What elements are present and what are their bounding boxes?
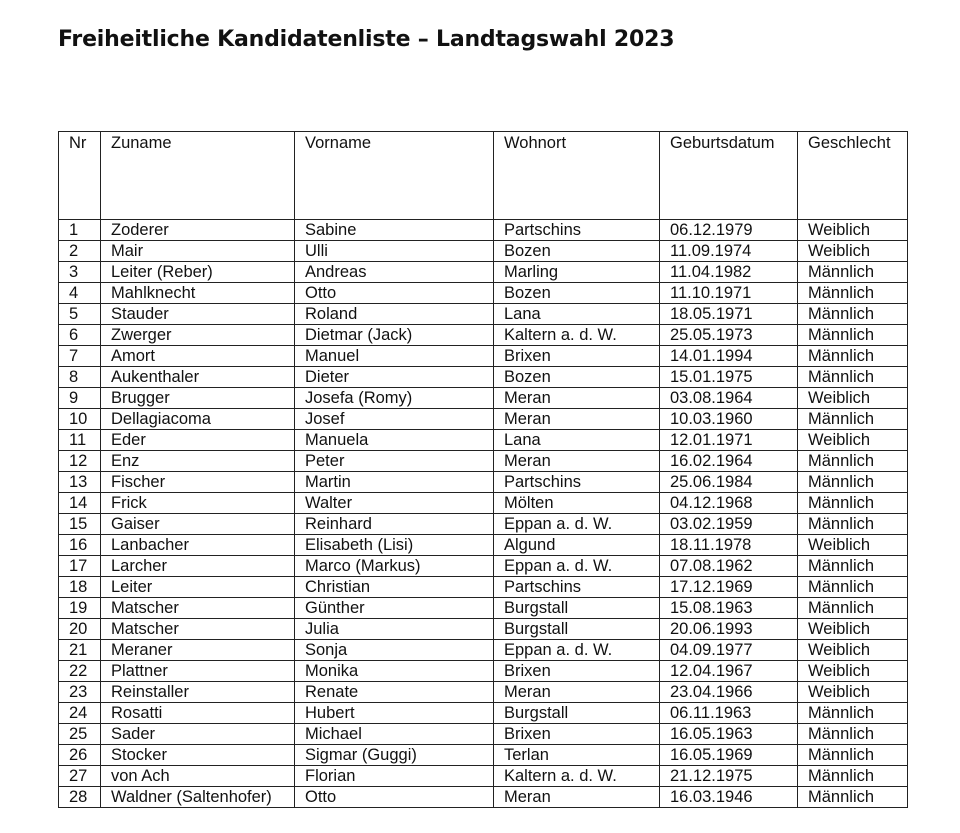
table-row (59, 430, 908, 451)
cell-geburtsdatum: 04.09.1977 (660, 640, 798, 661)
cell-zuname: Mahlknecht (101, 283, 295, 304)
header-geschlecht: Geschlecht (798, 132, 908, 220)
table-row (59, 577, 908, 598)
cell-vorname: Martin (295, 472, 494, 493)
cell-geburtsdatum: 06.12.1979 (660, 220, 798, 241)
table-row (59, 640, 908, 661)
cell-wohnort: Lana (494, 430, 660, 451)
cell-geburtsdatum: 11.10.1971 (660, 283, 798, 304)
cell-geburtsdatum: 16.05.1969 (660, 745, 798, 766)
cell-wohnort: Terlan (494, 745, 660, 766)
cell-geburtsdatum: 18.05.1971 (660, 304, 798, 325)
cell-wohnort: Brixen (494, 661, 660, 682)
cell-geburtsdatum: 10.03.1960 (660, 409, 798, 430)
header-zuname: Zuname (101, 132, 295, 220)
cell-nr: 18 (59, 577, 101, 598)
cell-nr: 19 (59, 598, 101, 619)
cell-zuname: Frick (101, 493, 295, 514)
cell-wohnort: Partschins (494, 577, 660, 598)
cell-wohnort: Meran (494, 388, 660, 409)
table-body (59, 220, 908, 808)
cell-wohnort: Brixen (494, 724, 660, 745)
cell-wohnort: Lana (494, 304, 660, 325)
cell-geburtsdatum: 04.12.1968 (660, 493, 798, 514)
cell-nr: 12 (59, 451, 101, 472)
cell-vorname: Dietmar (Jack) (295, 325, 494, 346)
cell-zuname: Amort (101, 346, 295, 367)
cell-nr: 13 (59, 472, 101, 493)
cell-vorname: Otto (295, 787, 494, 808)
table-row (59, 619, 908, 640)
cell-zuname: von Ach (101, 766, 295, 787)
header-nr: Nr (59, 132, 101, 220)
cell-geschlecht: Männlich (798, 472, 908, 493)
cell-wohnort: Kaltern a. d. W. (494, 325, 660, 346)
cell-wohnort: Meran (494, 787, 660, 808)
cell-geburtsdatum: 18.11.1978 (660, 535, 798, 556)
cell-geburtsdatum: 11.09.1974 (660, 241, 798, 262)
table-row (59, 682, 908, 703)
table-header (59, 132, 908, 220)
cell-vorname: Andreas (295, 262, 494, 283)
cell-vorname: Florian (295, 766, 494, 787)
table-row (59, 241, 908, 262)
cell-wohnort: Burgstall (494, 619, 660, 640)
cell-vorname: Elisabeth (Lisi) (295, 535, 494, 556)
cell-nr: 22 (59, 661, 101, 682)
table-row (59, 724, 908, 745)
cell-geschlecht: Weiblich (798, 661, 908, 682)
cell-wohnort: Bozen (494, 367, 660, 388)
cell-vorname: Hubert (295, 703, 494, 724)
cell-geschlecht: Männlich (798, 493, 908, 514)
cell-geschlecht: Männlich (798, 724, 908, 745)
table-row (59, 451, 908, 472)
header-geburtsdatum: Geburtsdatum (660, 132, 798, 220)
cell-geburtsdatum: 25.06.1984 (660, 472, 798, 493)
cell-wohnort: Partschins (494, 220, 660, 241)
cell-nr: 17 (59, 556, 101, 577)
cell-nr: 7 (59, 346, 101, 367)
table-row (59, 661, 908, 682)
cell-zuname: Sader (101, 724, 295, 745)
cell-wohnort: Partschins (494, 472, 660, 493)
cell-vorname: Günther (295, 598, 494, 619)
cell-geburtsdatum: 06.11.1963 (660, 703, 798, 724)
table-row (59, 745, 908, 766)
cell-geschlecht: Männlich (798, 598, 908, 619)
cell-geburtsdatum: 12.01.1971 (660, 430, 798, 451)
cell-zuname: Aukenthaler (101, 367, 295, 388)
table-row (59, 325, 908, 346)
table-row (59, 283, 908, 304)
cell-vorname: Sabine (295, 220, 494, 241)
cell-nr: 28 (59, 787, 101, 808)
table-row (59, 304, 908, 325)
table-row (59, 703, 908, 724)
cell-nr: 14 (59, 493, 101, 514)
cell-geschlecht: Weiblich (798, 619, 908, 640)
cell-zuname: Gaiser (101, 514, 295, 535)
cell-wohnort: Meran (494, 409, 660, 430)
cell-nr: 8 (59, 367, 101, 388)
cell-zuname: Matscher (101, 619, 295, 640)
cell-vorname: Dieter (295, 367, 494, 388)
cell-nr: 23 (59, 682, 101, 703)
cell-nr: 9 (59, 388, 101, 409)
table-row (59, 787, 908, 808)
cell-vorname: Manuel (295, 346, 494, 367)
cell-vorname: Walter (295, 493, 494, 514)
cell-geschlecht: Weiblich (798, 430, 908, 451)
cell-geschlecht: Männlich (798, 367, 908, 388)
cell-vorname: Christian (295, 577, 494, 598)
cell-nr: 5 (59, 304, 101, 325)
cell-geburtsdatum: 25.05.1973 (660, 325, 798, 346)
cell-vorname: Josefa (Romy) (295, 388, 494, 409)
cell-vorname: Otto (295, 283, 494, 304)
cell-zuname: Stocker (101, 745, 295, 766)
cell-zuname: Zwerger (101, 325, 295, 346)
cell-zuname: Waldner (Saltenhofer) (101, 787, 295, 808)
cell-wohnort: Meran (494, 682, 660, 703)
cell-geburtsdatum: 11.04.1982 (660, 262, 798, 283)
cell-nr: 6 (59, 325, 101, 346)
cell-nr: 4 (59, 283, 101, 304)
cell-wohnort: Meran (494, 451, 660, 472)
cell-zuname: Meraner (101, 640, 295, 661)
cell-vorname: Monika (295, 661, 494, 682)
cell-geschlecht: Weiblich (798, 682, 908, 703)
table-row (59, 220, 908, 241)
cell-nr: 24 (59, 703, 101, 724)
table-row (59, 472, 908, 493)
cell-geschlecht: Männlich (798, 514, 908, 535)
cell-vorname: Julia (295, 619, 494, 640)
cell-nr: 21 (59, 640, 101, 661)
header-wohnort: Wohnort (494, 132, 660, 220)
cell-nr: 25 (59, 724, 101, 745)
cell-geschlecht: Männlich (798, 703, 908, 724)
cell-geburtsdatum: 07.08.1962 (660, 556, 798, 577)
table-row (59, 598, 908, 619)
cell-zuname: Fischer (101, 472, 295, 493)
table-row (59, 535, 908, 556)
cell-zuname: Rosatti (101, 703, 295, 724)
cell-geburtsdatum: 17.12.1969 (660, 577, 798, 598)
cell-geschlecht: Weiblich (798, 640, 908, 661)
cell-geschlecht: Männlich (798, 262, 908, 283)
cell-wohnort: Kaltern a. d. W. (494, 766, 660, 787)
document-title: Freiheitliche Kandidatenliste – Landtagswahl 2023 (58, 27, 675, 52)
cell-geschlecht: Männlich (798, 304, 908, 325)
cell-vorname: Renate (295, 682, 494, 703)
candidate-table (58, 131, 908, 808)
cell-wohnort: Mölten (494, 493, 660, 514)
cell-vorname: Josef (295, 409, 494, 430)
cell-geburtsdatum: 21.12.1975 (660, 766, 798, 787)
cell-geburtsdatum: 15.08.1963 (660, 598, 798, 619)
cell-nr: 11 (59, 430, 101, 451)
cell-zuname: Leiter (Reber) (101, 262, 295, 283)
cell-geburtsdatum: 23.04.1966 (660, 682, 798, 703)
cell-geburtsdatum: 16.02.1964 (660, 451, 798, 472)
table-row (59, 346, 908, 367)
cell-vorname: Manuela (295, 430, 494, 451)
cell-geburtsdatum: 14.01.1994 (660, 346, 798, 367)
cell-geschlecht: Weiblich (798, 241, 908, 262)
cell-geburtsdatum: 03.08.1964 (660, 388, 798, 409)
table-row (59, 493, 908, 514)
cell-vorname: Michael (295, 724, 494, 745)
cell-wohnort: Eppan a. d. W. (494, 640, 660, 661)
cell-geschlecht: Männlich (798, 745, 908, 766)
cell-nr: 10 (59, 409, 101, 430)
table-row (59, 409, 908, 430)
cell-zuname: Plattner (101, 661, 295, 682)
table-row (59, 556, 908, 577)
cell-wohnort: Burgstall (494, 703, 660, 724)
cell-geschlecht: Männlich (798, 766, 908, 787)
cell-zuname: Mair (101, 241, 295, 262)
header-vorname: Vorname (295, 132, 494, 220)
cell-geburtsdatum: 15.01.1975 (660, 367, 798, 388)
cell-geburtsdatum: 16.03.1946 (660, 787, 798, 808)
cell-geschlecht: Männlich (798, 451, 908, 472)
cell-zuname: Leiter (101, 577, 295, 598)
cell-geburtsdatum: 16.05.1963 (660, 724, 798, 745)
cell-wohnort: Bozen (494, 283, 660, 304)
cell-nr: 27 (59, 766, 101, 787)
cell-wohnort: Brixen (494, 346, 660, 367)
cell-vorname: Roland (295, 304, 494, 325)
cell-nr: 20 (59, 619, 101, 640)
cell-nr: 15 (59, 514, 101, 535)
cell-geschlecht: Weiblich (798, 220, 908, 241)
cell-wohnort: Marling (494, 262, 660, 283)
cell-vorname: Peter (295, 451, 494, 472)
cell-zuname: Zoderer (101, 220, 295, 241)
cell-geschlecht: Männlich (798, 325, 908, 346)
cell-geburtsdatum: 03.02.1959 (660, 514, 798, 535)
cell-vorname: Ulli (295, 241, 494, 262)
cell-geschlecht: Männlich (798, 409, 908, 430)
table-row (59, 262, 908, 283)
cell-zuname: Reinstaller (101, 682, 295, 703)
cell-wohnort: Burgstall (494, 598, 660, 619)
cell-vorname: Sigmar (Guggi) (295, 745, 494, 766)
cell-zuname: Dellagiacoma (101, 409, 295, 430)
cell-vorname: Sonja (295, 640, 494, 661)
cell-zuname: Larcher (101, 556, 295, 577)
cell-geschlecht: Männlich (798, 577, 908, 598)
table-row (59, 766, 908, 787)
cell-geschlecht: Männlich (798, 556, 908, 577)
table-row (59, 388, 908, 409)
cell-nr: 1 (59, 220, 101, 241)
cell-zuname: Brugger (101, 388, 295, 409)
cell-geschlecht: Männlich (798, 787, 908, 808)
cell-zuname: Matscher (101, 598, 295, 619)
cell-vorname: Reinhard (295, 514, 494, 535)
cell-geschlecht: Männlich (798, 346, 908, 367)
cell-zuname: Eder (101, 430, 295, 451)
table-row (59, 367, 908, 388)
cell-nr: 2 (59, 241, 101, 262)
cell-zuname: Enz (101, 451, 295, 472)
table-row (59, 514, 908, 535)
cell-geschlecht: Männlich (798, 283, 908, 304)
cell-geburtsdatum: 20.06.1993 (660, 619, 798, 640)
cell-vorname: Marco (Markus) (295, 556, 494, 577)
cell-zuname: Lanbacher (101, 535, 295, 556)
header-row (59, 132, 908, 220)
cell-wohnort: Bozen (494, 241, 660, 262)
cell-nr: 3 (59, 262, 101, 283)
cell-wohnort: Eppan a. d. W. (494, 556, 660, 577)
cell-wohnort: Algund (494, 535, 660, 556)
cell-geschlecht: Weiblich (798, 535, 908, 556)
cell-nr: 16 (59, 535, 101, 556)
cell-nr: 26 (59, 745, 101, 766)
cell-zuname: Stauder (101, 304, 295, 325)
cell-geburtsdatum: 12.04.1967 (660, 661, 798, 682)
cell-wohnort: Eppan a. d. W. (494, 514, 660, 535)
cell-geschlecht: Weiblich (798, 388, 908, 409)
